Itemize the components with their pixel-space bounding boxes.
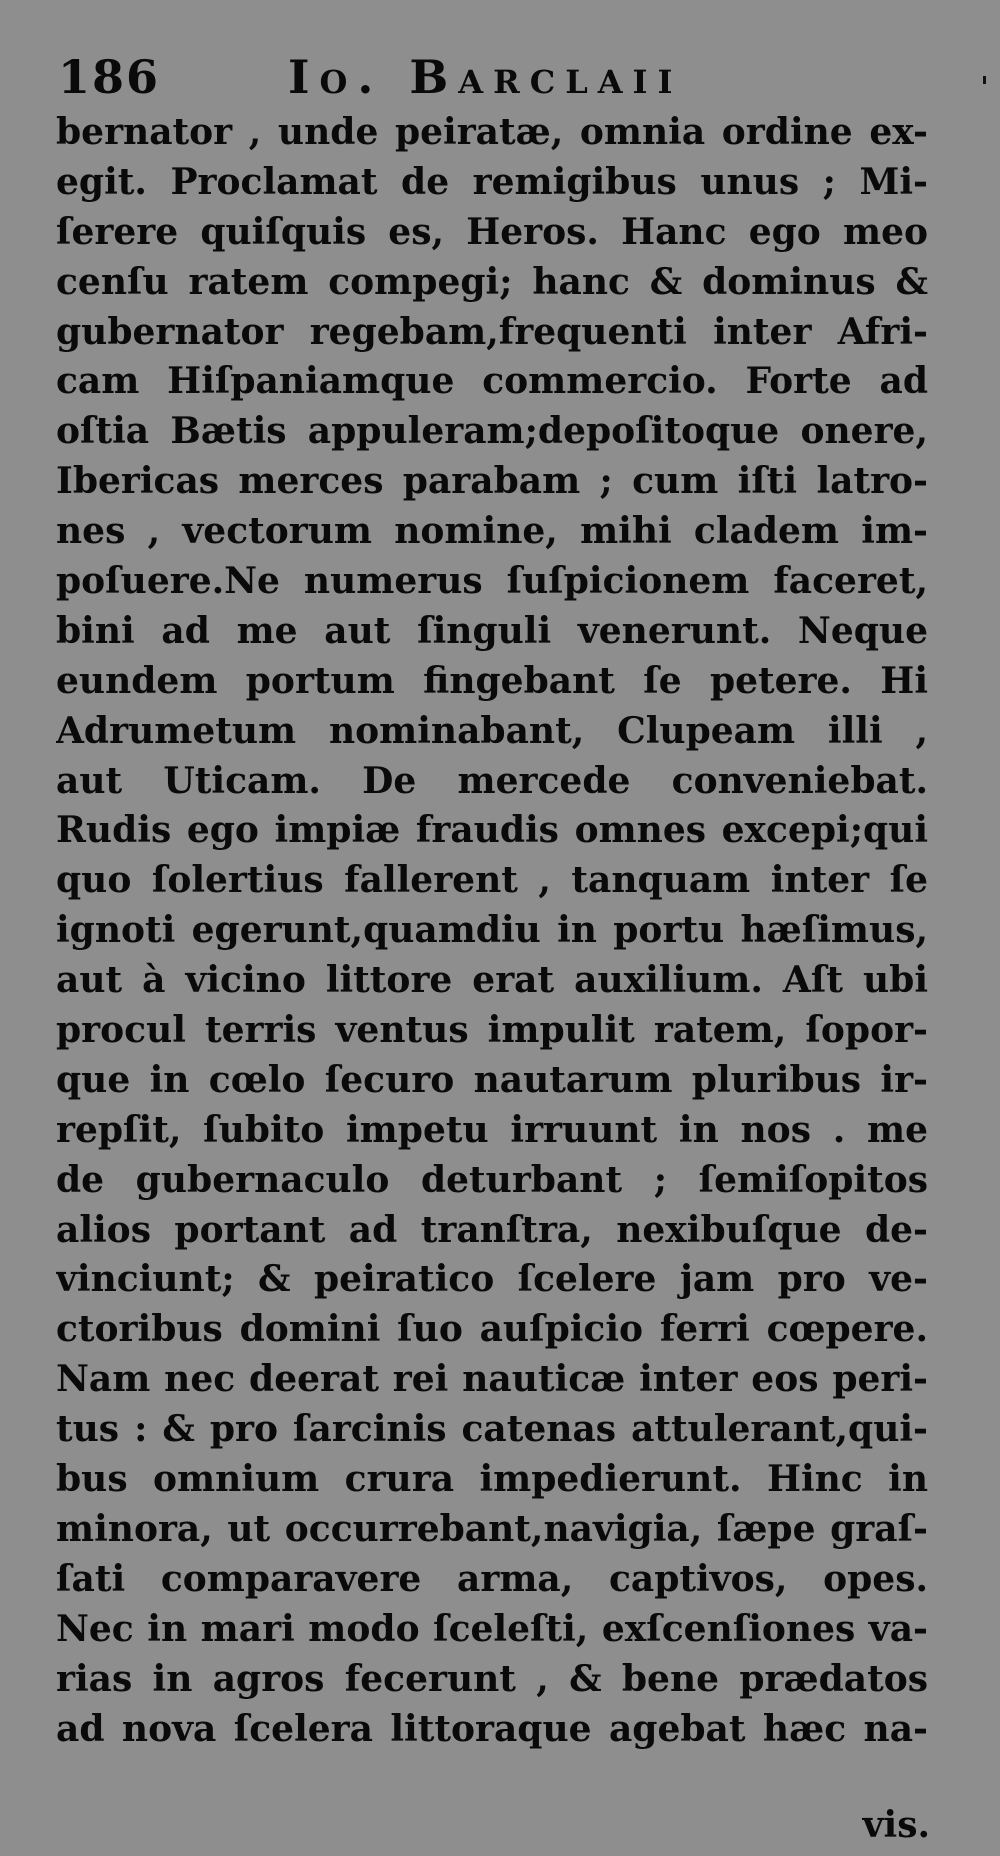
text-line: eundem portum fingebant ſe petere. Hi <box>56 659 928 702</box>
margin-mark <box>983 76 986 84</box>
text-line: vinciunt; & peiratico ſcelere jam pro ve- <box>56 1258 928 1301</box>
page-number: 186 <box>58 50 161 104</box>
text-line: bini ad me aut ſinguli venerunt. Neque <box>56 609 928 652</box>
text-line: rias in agros fecerunt , & bene prædatos <box>56 1657 928 1700</box>
text-line: repſit, ſubito impetu irruunt in nos . me <box>56 1108 928 1151</box>
text-line: ignoti egerunt,quamdiu in portu hæſimus, <box>56 909 928 952</box>
text-line: cenſu ratem compegi; hanc & dominus & <box>56 260 928 303</box>
text-line: Nam nec deerat rei nauticæ inter eos peri- <box>56 1358 928 1401</box>
text-line: quo ſolertius fallerent , tanquam inter ſe <box>56 859 928 902</box>
text-line: ad nova ſcelera littoraque agebat hæc na- <box>56 1707 928 1750</box>
text-line: ſati comparavere arma, captivos, opes. <box>56 1557 928 1600</box>
text-line: egit. Proclamat de remigibus unus ; Mi- <box>56 160 928 203</box>
catchword: vis. <box>862 1804 930 1846</box>
text-line: oſtia Bætis appuleram;depoſitoque onere, <box>56 410 928 453</box>
text-line: ctoribus domini ſuo auſpicio ferri cœpere. <box>56 1308 928 1351</box>
text-line: Nec in mari modo ſceleſti, exſcenſiones va- <box>56 1607 928 1650</box>
text-line: que in cœlo ſecuro nautarum pluribus ir- <box>56 1058 928 1101</box>
text-line: Ibericas merces parabam ; cum iſti latro- <box>56 460 928 503</box>
text-line: de gubernaculo deturbant ; ſemiſopitos <box>56 1158 928 1201</box>
text-line: bus omnium crura impedierunt. Hinc in <box>56 1458 928 1501</box>
text-line: alios portant ad tranſtra, nexibuſque de- <box>56 1208 928 1251</box>
text-line: aut à vicino littore erat auxilium. Aſt ubi <box>56 959 928 1002</box>
text-line: nes , vectorum nomine, mihi cladem im- <box>56 510 928 553</box>
text-line: Adrumetum nominabant, Clupeam illi , <box>56 709 928 752</box>
running-head: Io. Barclaii <box>288 50 683 104</box>
text-line: gubernator regebam,frequenti inter Afri- <box>56 310 928 353</box>
text-line: ſerere quiſquis es, Heros. Hanc ego meo <box>56 210 928 253</box>
text-line: poſuere.Ne numerus ſuſpicionem faceret, <box>56 560 928 603</box>
text-line: procul terris ventus impulit ratem, ſopor- <box>56 1009 928 1052</box>
text-line: Rudis ego impiæ fraudis omnes excepi;qui <box>56 809 928 852</box>
text-line: aut Uticam. De mercede conveniebat. <box>56 759 928 802</box>
body-text <box>56 108 928 1754</box>
text-line: tus : & pro ſarcinis catenas attulerant,qui- <box>56 1408 928 1451</box>
text-line: bernator , unde peiratæ, omnia ordine ex- <box>56 111 928 153</box>
text-line: cam Hiſpaniamque commercio. Forte ad <box>56 360 928 403</box>
page-header <box>58 42 958 112</box>
text-line: minora, ut occurrebant,navigia, ſæpe graſ- <box>56 1507 928 1550</box>
